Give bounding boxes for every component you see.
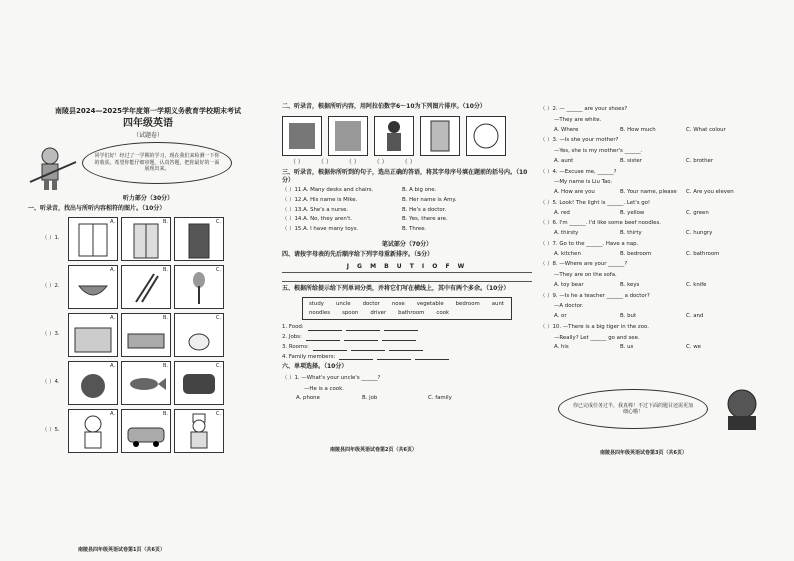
question-row (42, 216, 268, 262)
question: （ ）9. —Is he a teacher ______ a doctor? (540, 292, 650, 299)
exam-subtitle: （试题卷） (132, 132, 163, 140)
question-number: （ ）3. (42, 331, 60, 338)
boy-picture (374, 116, 414, 156)
kitchen-picture[interactable]: A. (68, 313, 118, 357)
question: （ ）4. —Excuse me, ______? (540, 168, 617, 175)
section-1-title: 一、听录音，找出与所听内容相符的图片。（10分） (28, 205, 166, 213)
zhang-fei-icon (720, 384, 764, 432)
intro (28, 142, 268, 192)
page-2-footer: 南陵县四年级英语试卷第2页（共6页） (330, 447, 417, 453)
question-row (42, 312, 268, 358)
question-list: （ ）2. — ______ are your shoes? —They are white. A. Where B. How much C. What colour （ ）3. —Is she your mother? —Yes, she is my mother's ______. A. aunt B. sister C. brother （ ）4. —Excuse me, ______? —My name is Liu Tao. A. How are you B. Your name, please C. Are you eleven （ ）5. Look! The light is ______. Let's go! A. red B. yellow C. green （ ）6. I'm ______. I'd like some beef noodles. A. thirsty B. thirty C. hungry （ ）7. Go to the ______. Have a nap. A. kitchen B. bedroom C. bathroom （ ）8. —Where are your ______? —They are on the sofa. A. toy bear B. keys C. knife （ ）9. —Is he a teacher ______ a doctor? —A doctor. A. or B. but C. and （ ）10. —There is a big tiger in the zoo. —Really? Let ______ go and see. A. his B. us C. we (540, 106, 785, 351)
question-row (42, 408, 268, 454)
list-item: （ ）12.A. His name is Mike. B. Her name is Amy. (282, 196, 457, 203)
writing-lines[interactable] (282, 272, 532, 282)
taxi-picture[interactable]: B. (121, 409, 171, 453)
section-6-title: 六、单项选择。（10分） (282, 363, 348, 371)
chopsticks-picture[interactable]: B. (121, 265, 171, 309)
living-room-picture[interactable]: B. (121, 313, 171, 357)
question-row (42, 360, 268, 406)
question-number: （ ）1. (42, 235, 60, 242)
letters-line: J G M B U T I O F W (346, 262, 468, 270)
plate-picture (466, 116, 506, 156)
question: （ ）10. —There is a big tiger in the zoo. (540, 323, 649, 330)
spoon-picture[interactable]: C. (174, 265, 224, 309)
question: （ ）6. I'm ______. I'd like some beef noodles. (540, 220, 661, 227)
category-rooms[interactable]: 3. Rooms: (282, 344, 532, 351)
question-number: （ ）2. (42, 283, 60, 290)
listening-title: 听力部分（30分） (122, 194, 174, 202)
word-box: study uncle doctor nose vegetable bedroom aunt noodles spoon driver bathroom cook (302, 297, 512, 321)
list-item: （ ）15.A. I have many toys. B. Three. (282, 226, 427, 232)
bathroom-picture[interactable]: C. (174, 313, 224, 357)
fish-picture[interactable]: B. (121, 361, 171, 405)
section-3-title: 三、听录音，根据你所听到的句子，选出正确的答语，将其字母序号填在题前的括号内。（10分） (282, 169, 528, 184)
question: （ ）8. —Where are your ______? (540, 261, 628, 268)
question: （ ）3. —Is she your mother? (540, 137, 619, 144)
category-jobs[interactable]: 2. Jobs: (282, 334, 532, 341)
picture-grid (42, 216, 268, 454)
cook-picture[interactable]: C. (174, 409, 224, 453)
section-5-title: 五、根据所给提示给下列单词分类，并将它们写在横线上，其中有两个多余。（10分） (282, 285, 510, 293)
vegetable-picture[interactable]: A. (68, 361, 118, 405)
exam-title: 南陵县2024—2025学年度第一学期义务教育学校期末考试 (55, 107, 241, 115)
question-row (42, 264, 268, 310)
question-number: （ ）4. (42, 379, 60, 386)
section-2-pictures (282, 116, 532, 156)
page-1 (28, 95, 268, 553)
question: （ ）7. Go to the ______. Have a nap. (540, 240, 639, 247)
list-item: （ ）11.A. Many desks and chairs. B. A big one. (282, 187, 437, 193)
question-sub: —He is a cook. (304, 385, 344, 392)
bowl-picture[interactable]: A. (68, 265, 118, 309)
question: （ ）5. Look! The light is ______. Let's go! (540, 199, 651, 206)
door-picture[interactable]: C. (174, 217, 224, 261)
question: （ ）2. — ______ are your shoes? (540, 106, 628, 112)
category-food[interactable]: 1. Food: (282, 324, 532, 331)
encourage-bubble: 你已完成任务过半，我真棒！不过下面的题目还需更加细心哦！ (558, 389, 708, 429)
vending-picture (282, 116, 322, 156)
question-number: （ ）5. (42, 427, 60, 434)
page-1-footer: 南陵县四年级英语试卷第1页（共6页） (78, 547, 165, 553)
choices: A. phone B. job C. family (296, 395, 452, 402)
beef-picture[interactable]: C. (174, 361, 224, 405)
page-2 (282, 100, 532, 453)
wardrobe-picture[interactable]: B. (121, 217, 171, 261)
exam-subject: 四年级英语 (123, 117, 173, 129)
section-4-title: 四、请按字母表的先后顺序给下列字母重新排序。（5分） (282, 251, 434, 259)
window-picture[interactable]: A. (68, 217, 118, 261)
list-item: （ ）13.A. She's a nurse. B. He's a doctor. (282, 206, 447, 213)
doctor-picture[interactable]: A. (68, 409, 118, 453)
page-3-footer: 南陵县四年级英语试卷第3页（共6页） (600, 450, 687, 456)
written-title: 笔试部分（70分） (381, 240, 433, 248)
category-family[interactable]: 4. Family members: (282, 354, 532, 361)
question: （ ）1. —What's your uncle's ______? (282, 374, 381, 381)
fridge-picture (420, 116, 460, 156)
list-item: （ ）14.A. No, they aren't. B. Yes, there are. (282, 216, 448, 223)
book-picture (328, 116, 368, 156)
section-2-title: 二、听录音，根据所听内容，用阿拉伯数字6～10为下列图片排序。（10分） (282, 103, 486, 110)
intro-bubble: 同学们好！经过了一学期的学习，现在我们来检测一下你的收获。希望你能仔细审题，认真答题，把你最好的一面展现出来。 (82, 142, 232, 184)
answer-brackets: （ ） （ ） （ ） （ ） （ ） (290, 158, 416, 166)
monkey-king-icon (28, 142, 80, 192)
page-3 (540, 102, 785, 456)
